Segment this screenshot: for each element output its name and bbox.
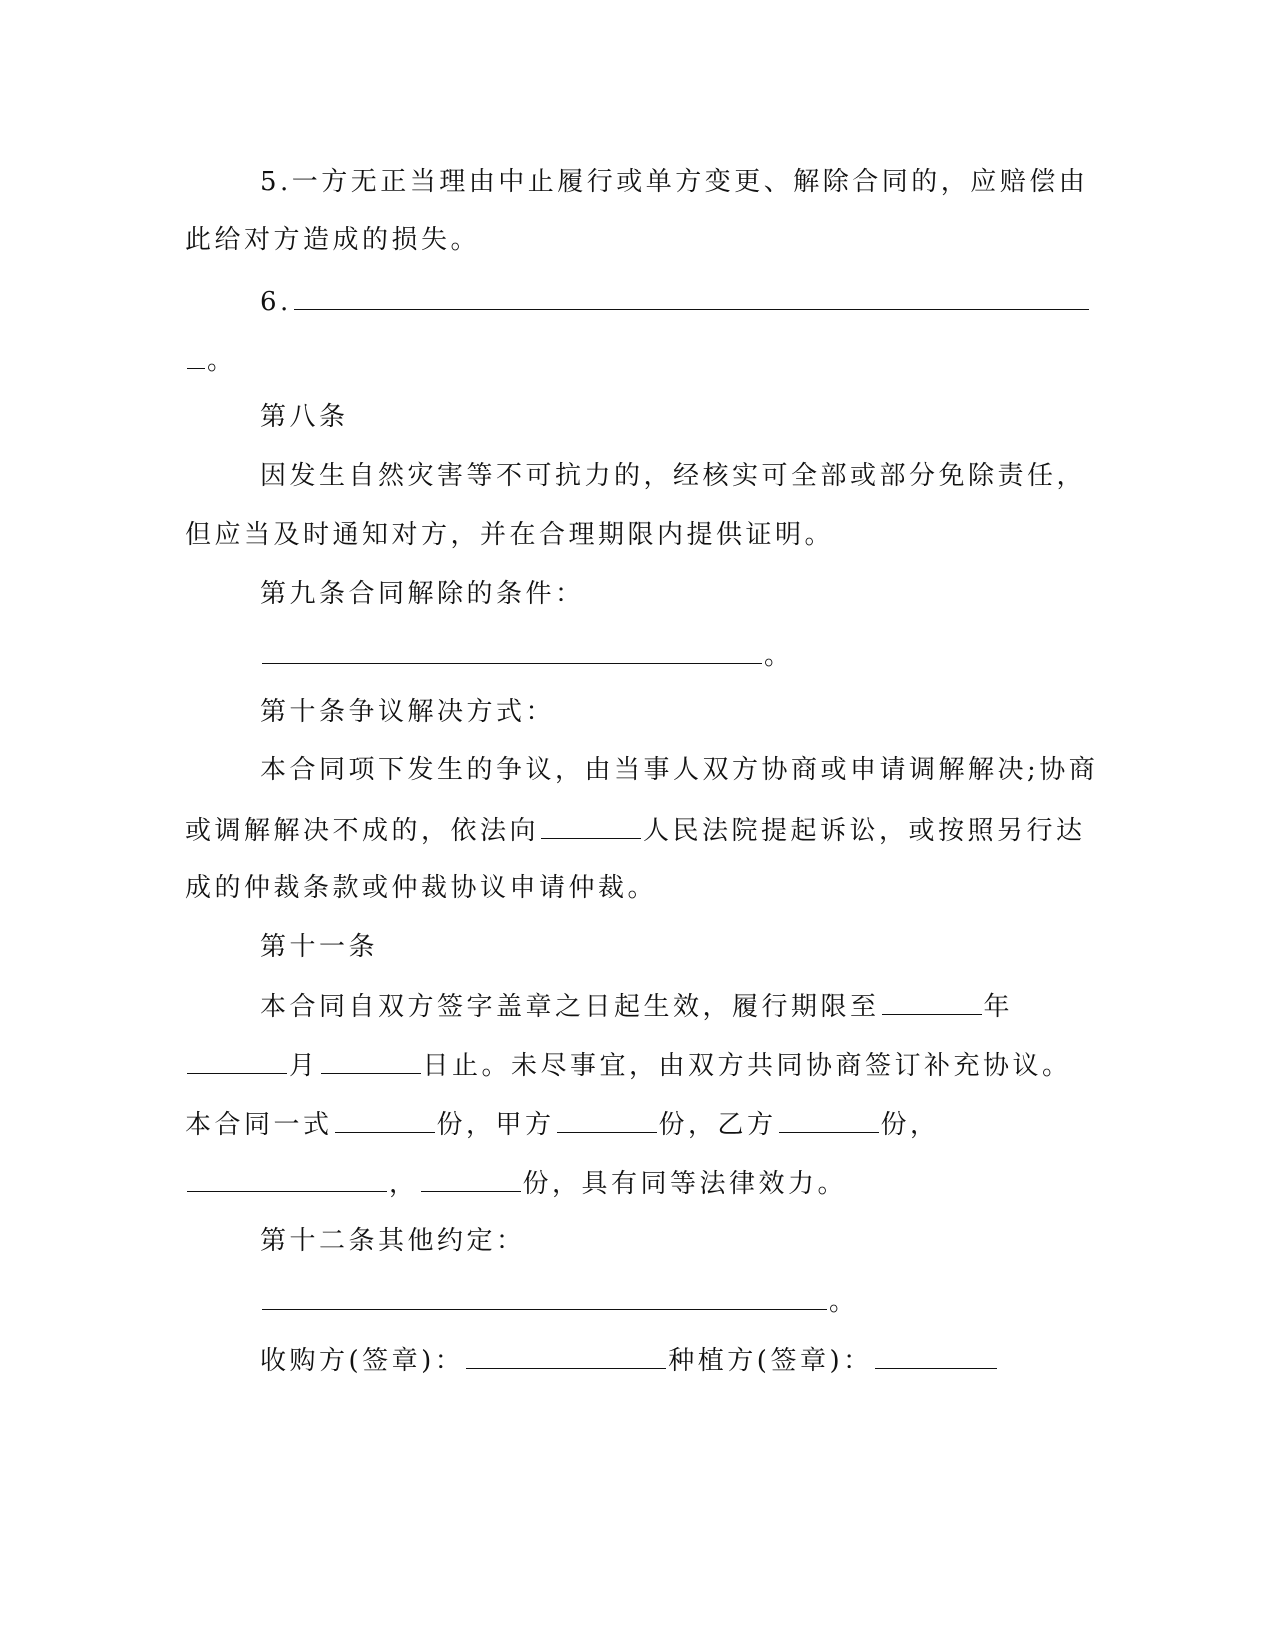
article-12-end: 。: [829, 1287, 859, 1317]
buyer-signature-label: 收购方(签章)：: [260, 1346, 465, 1376]
article-10-text-3: 成的仲裁条款或仲裁协议申请仲裁。: [185, 873, 658, 903]
clause-6-number: 6.: [260, 287, 292, 317]
article-10-text-1: 本合同项下发生的争议，由当事人双方协商或申请调解解决;协商: [260, 755, 1099, 785]
article-10-text-2a: 或调解解决不成的，依法向: [185, 816, 540, 846]
article-11-text-3a: 本合同一式: [185, 1110, 333, 1140]
buyer-signature-blank[interactable]: [466, 1342, 666, 1369]
article-11-text-4a: ，: [389, 1169, 419, 1199]
article-9-blank[interactable]: [262, 637, 762, 664]
court-blank[interactable]: [541, 812, 641, 839]
clause-6-line-1: [260, 283, 1091, 319]
article-10-text-2b: 人民法院提起诉讼，或按照另行达: [643, 816, 1086, 846]
article-11-heading: [260, 930, 378, 964]
article-11-text-3c: 份，乙方: [658, 1110, 777, 1140]
article-11-text-3b: 份，甲方: [436, 1110, 555, 1140]
article-11-text-1b: 年: [983, 992, 1014, 1022]
article-11-line-4: [185, 1165, 847, 1201]
article-8-line-2: [185, 518, 834, 552]
copies-other-blank[interactable]: [421, 1165, 521, 1192]
article-11-text-1a: 本合同自双方签字盖章之日起生效，履行期限至: [260, 992, 880, 1022]
article-8-heading: [260, 400, 349, 434]
article-8-line-1: [260, 459, 1086, 493]
article-10-line-3: [185, 871, 657, 905]
signature-line: [260, 1342, 999, 1378]
article-12-blank[interactable]: [262, 1283, 827, 1310]
article-10-heading-text: 第十条争议解决方式：: [260, 697, 556, 727]
article-10-line-2: [185, 812, 1086, 848]
article-11-line-1: [260, 988, 1013, 1024]
article-11-line-3: [185, 1106, 940, 1142]
article-8-text-2: 但应当及时通知对方，并在合理期限内提供证明。: [185, 520, 835, 550]
grower-signature-blank[interactable]: [875, 1342, 997, 1369]
clause-6-blank-tail[interactable]: [187, 342, 205, 369]
article-10-line-1: [260, 753, 1098, 787]
clause-6-line-2: [185, 342, 237, 378]
article-12-heading: [260, 1224, 526, 1258]
copies-party-b-blank[interactable]: [779, 1106, 879, 1133]
article-8-heading-text: 第八条: [260, 402, 349, 432]
article-11-heading-text: 第十一条: [260, 932, 379, 962]
clause-5-line-1: [260, 165, 1088, 199]
copies-total-blank[interactable]: [335, 1106, 435, 1133]
article-8-text-1: 因发生自然灾害等不可抗力的，经核实可全部或部分免除责任，: [260, 461, 1087, 491]
grower-signature-label: 种植方(签章)：: [668, 1346, 873, 1376]
article-11-line-2: [185, 1047, 1072, 1083]
clause-6-blank[interactable]: [294, 283, 1089, 310]
article-9-line: [260, 637, 794, 673]
article-11-text-4b: 份，具有同等法律效力。: [522, 1169, 848, 1199]
article-9-heading: [260, 577, 585, 611]
clause-5-text-1: 5.一方无正当理由中止履行或单方变更、解除合同的，应赔偿由: [260, 167, 1089, 197]
year-blank[interactable]: [882, 988, 982, 1015]
article-9-heading-text: 第九条合同解除的条件：: [260, 579, 585, 609]
clause-5-text-2: 此给对方造成的损失。: [185, 225, 481, 255]
other-party-blank[interactable]: [187, 1165, 387, 1192]
article-9-end: 。: [764, 641, 794, 671]
article-11-text-2a: 月: [289, 1051, 319, 1081]
article-12-heading-text: 第十二条其他约定：: [260, 1226, 526, 1256]
article-10-heading: [260, 695, 555, 729]
article-11-text-2b: 日止。未尽事宜，由双方共同协商签订补充协议。: [422, 1051, 1072, 1081]
month-blank[interactable]: [187, 1047, 287, 1074]
copies-party-a-blank[interactable]: [557, 1106, 657, 1133]
article-11-text-3d: 份，: [880, 1110, 940, 1140]
clause-5-line-2: [185, 223, 480, 257]
clause-6-end: 。: [207, 346, 237, 376]
day-blank[interactable]: [321, 1047, 421, 1074]
article-12-line: [260, 1283, 859, 1319]
